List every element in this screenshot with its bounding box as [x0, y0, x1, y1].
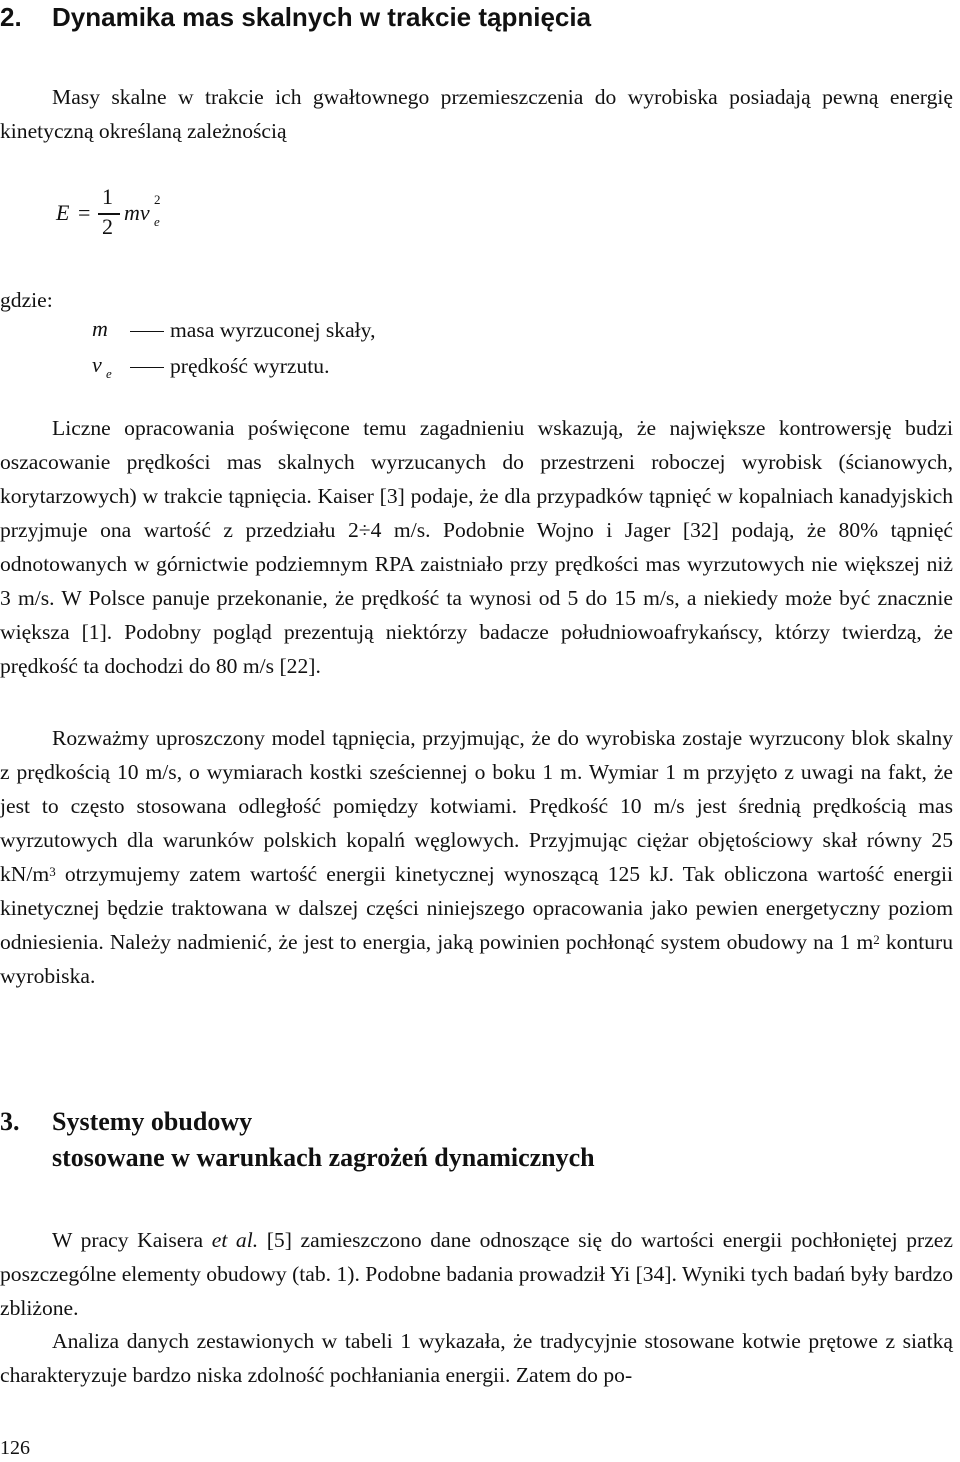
formula-lhs: E: [56, 200, 70, 225]
section-2-title: Dynamika mas skalnych w trakcie tąpnięcia: [52, 2, 592, 32]
section-3-number: 3.: [0, 1107, 20, 1136]
formula-term: mv: [124, 200, 150, 225]
symbol-m-text: m: [92, 316, 108, 341]
definition-symbol-m: [92, 316, 108, 342]
definition-dash-2: [130, 367, 164, 368]
para3-part-a: W pracy Kaisera: [52, 1228, 212, 1252]
para3-et-al: et al.: [211, 1228, 259, 1252]
para2-superscript-3: 3: [49, 864, 56, 879]
section-3-heading: [0, 1104, 960, 1176]
formula-subscript: e: [154, 214, 160, 229]
where-label: gdzie:: [0, 288, 53, 312]
para2-part-a: Rozważmy uproszczony model tąpnięcia, przyjmując, że do wyrobiska zostaje wyrzucony blok skalny z prędkością 10 m/s, o wymiarach kostki sześciennej o boku 1 m. Wymiar 1 m przyjęto z uwagi na fakt, że jest to często stosowana odległość pomiędzy kotwiami. Prędkość 10 m/s jest średnią prędkością mas wyrzutowych dla warunków polskich kopalń węglowych. Przyjmując ciężar objętościowy skał równy 25 kN/m: [0, 726, 953, 886]
section-3-title-line1: Systemy obudowy: [52, 1107, 253, 1136]
formula-denominator: 2: [102, 214, 113, 239]
definition-text-ve: prędkość wyrzutu.: [170, 354, 330, 378]
paragraph-kaiser: [0, 1223, 953, 1325]
para2-part-b: otrzymujemy zatem wartość energii kinetycznej wynoszącą 125 kJ. Tak obliczona wartość energii kinetycznej będzie traktowana w dalszej części niniejszego opracowania jako pewien energetyczny poziom odniesienia. Należy nadmienić, że jest to energia, jaką powinien pochłonąć system obudowy na 1 m: [0, 862, 953, 954]
section-2-heading: [0, 0, 960, 34]
formula-equals: =: [78, 200, 91, 225]
symbol-e-subscript: e: [106, 366, 112, 381]
definition-dash-1: [130, 331, 164, 332]
paragraph-analysis: Analiza danych zestawionych w tabeli 1 wykazała, że tradycyjnie stosowane kotwie prętowe z siatką charakteryzuje bardzo niska zdolność pochłaniania energii. Zatem do po-: [0, 1329, 953, 1387]
formula-superscript: 2: [154, 192, 161, 207]
symbol-v-text: v: [92, 352, 102, 377]
definition-symbol-ve: [92, 352, 112, 381]
page-number: 126: [0, 1437, 30, 1459]
section-3-title-line2: stosowane w warunkach zagrożeń dynamicznych: [52, 1143, 595, 1172]
para2-part-c: konturu wyrobiska.: [0, 930, 954, 988]
para3-part-b: [5] zamieszczono dane odnoszące się do wartości energii pochłoniętej przez poszczególne elementy obudowy (tab. 1). Podobne badania prowadził Yi [34]. Wyniki tych badań były bardzo zbliżone.: [0, 1228, 953, 1320]
intro-paragraph: Masy skalne w trakcie ich gwałtownego przemieszczenia do wyrobiska posiadają pewną energię kinetyczną określaną zależnością: [0, 85, 953, 143]
formula-numerator: 1: [102, 184, 113, 209]
para2-superscript-2: 2: [873, 932, 880, 947]
kinetic-energy-formula: [56, 184, 256, 254]
paragraph-velocity-estimates: Liczne opracowania poświęcone temu zagadnieniu wskazują, że największe kontrowersję budzi oszacowanie prędkości mas skalnych wyrzucanych do przestrzeni roboczej wyrobisk (ścianowych, korytarzowych) w trakcie tąpnięcia. Kaiser [3] podaje, że dla przypadków tąpnięć w kopalniach kanadyjskich przyjmuje ona wartość z przedziału 2÷4 m/s. Podobnie Wojno i Jager [32] podają, że 80% tąpnięć odnotowanych w górnictwie podziemnym RPA zaistniało przy prędkości mas wyrzutowych nie większej niż 3 m/s. W Polsce panuje przekonanie, że prędkość ta wynosi od 5 do 15 m/s, a niekiedy może być znacznie większa [1]. Podobny pogląd prezentują niektórzy badacze południowoafrykańscy, którzy twierdzą, że prędkość ta dochodzi do 80 m/s [22].: [0, 416, 953, 678]
section-2-number: 2.: [0, 2, 22, 32]
paragraph-model: [0, 721, 953, 993]
definition-text-m: masa wyrzuconej skały,: [170, 318, 376, 342]
